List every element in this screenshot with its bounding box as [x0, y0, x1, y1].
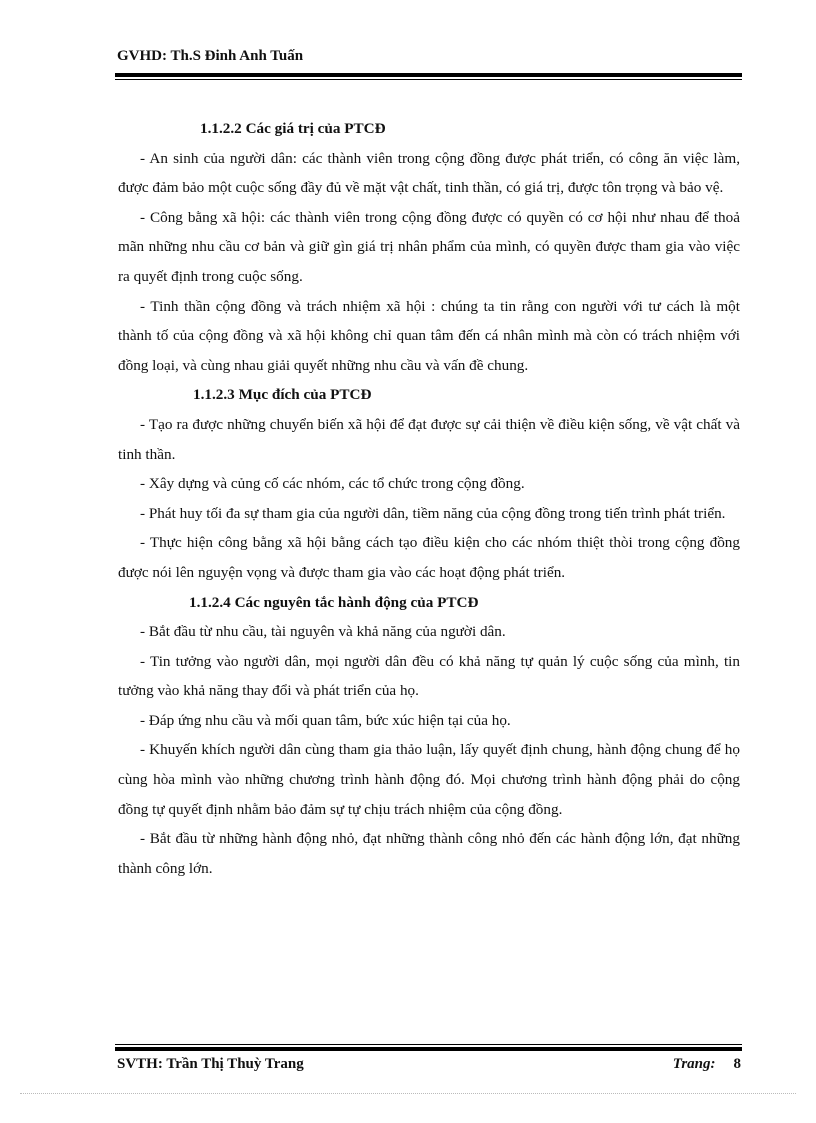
document-body — [118, 114, 740, 883]
section-heading: 1.1.2.2 Các giá trị của PTCĐ — [200, 120, 386, 137]
header-supervisor: GVHD: Th.S Đinh Anh Tuấn — [117, 48, 304, 64]
section-heading: 1.1.2.4 Các nguyên tắc hành động của PTCĐ — [189, 593, 479, 611]
paragraph: - Bắt đầu từ nhu cầu, tài nguyên và khả năng của người dân. — [140, 623, 506, 641]
page-indicator — [673, 1056, 741, 1073]
page-header — [117, 48, 741, 65]
header-rule-thick — [115, 73, 742, 77]
paragraph: - Bắt đầu từ những hành động nhỏ, đạt những thành công nhỏ đến các hành động lớn, đạt những thành công lớn. — [118, 830, 740, 877]
paragraph: - Tạo ra được những chuyển biến xã hội để đạt được sự cải thiện về điều kiện sống, về vật chất và tinh thần. — [118, 415, 740, 463]
paragraph: - Tinh thần cộng đồng và trách nhiệm xã hội : chúng ta tin rằng con người với tư cách là một thành tố của cộng đồng và xã hội không chỉ quan tâm đến cá nhân mình mà còn có trách nhiệm với đồng loại, và cùng nhau giải quyết những nhu cầu và vấn đề chung. — [118, 297, 740, 374]
paragraph: - Công bằng xã hội: các thành viên trong cộng đồng được có quyền có cơ hội như nhau để thoả mãn những nhu cầu cơ bản và giữ gìn giá trị nhân phẩm của mình, có quyền được tham gia vào việc ra quyết định trong cuộc sống. — [118, 208, 740, 285]
paragraph: - An sinh của người dân: các thành viên trong cộng đồng được phát triển, có công ăn việc làm, được đảm bảo một cuộc sống đầy đủ về mặt vật chất, tinh thần, có giá trị, được tôn trọng và bảo vệ. — [118, 149, 740, 197]
paragraph: - Tin tưởng vào người dân, mọi người dân đều có khả năng tự quản lý cuộc sống của mình, tin tưởng vào khả năng thay đổi và phát triển của họ. — [118, 652, 740, 700]
paragraph: - Khuyến khích người dân cùng tham gia thảo luận, lấy quyết định chung, hành động chung để họ cùng hòa mình vào những chương trình hành động đó. Mọi chương trình hành động phải do cộng đồng tự quyết định nhằm bảo đảm sự tự chịu trách nhiệm của cộng đồng. — [118, 741, 740, 818]
footer-student: SVTH: Trần Thị Thuỳ Trang — [117, 1056, 304, 1072]
page-footer — [117, 1056, 741, 1073]
paragraph: - Xây dựng và củng cố các nhóm, các tổ chức trong cộng đồng. — [140, 475, 525, 493]
paragraph: - Đáp ứng nhu cầu và mối quan tâm, bức xúc hiện tại của họ. — [140, 711, 511, 729]
page-number: 8 — [733, 1056, 741, 1072]
header-rule-thin — [115, 79, 742, 80]
paragraph: - Phát huy tối đa sự tham gia của người dân, tiềm năng của cộng đồng trong tiến trình phát triển. — [140, 504, 726, 522]
page-label: Trang: — [672, 1056, 716, 1072]
paragraph: - Thực hiện công bằng xã hội bằng cách tạo điều kiện cho các nhóm thiệt thòi trong cộng đồng được nói lên nguyện vọng và được tham gia vào các hoạt động phát triển. — [118, 534, 740, 581]
page-bottom-edge — [20, 1093, 796, 1094]
footer-rule-thin — [115, 1044, 742, 1045]
footer-rule-thick — [115, 1047, 742, 1051]
section-heading: 1.1.2.3 Mục đích của PTCĐ — [193, 386, 372, 404]
